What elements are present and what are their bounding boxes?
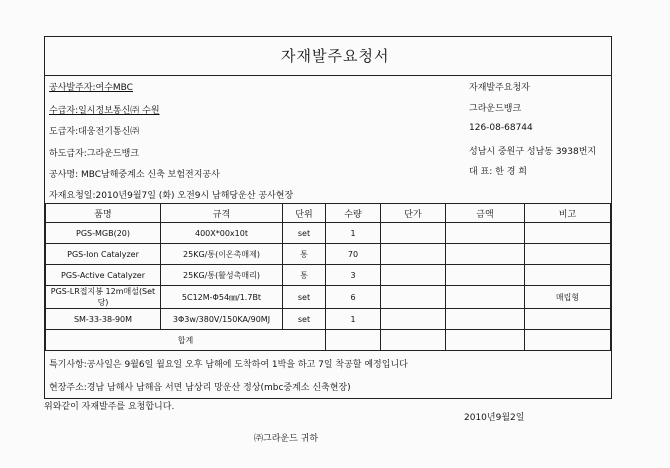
header-unit: 단위 (283, 204, 326, 223)
cell-unit: 통 (283, 244, 326, 265)
cell-unit-price (381, 223, 446, 244)
cell-unit: set (283, 223, 326, 244)
cell-spec: 25KG/통(활성촉매리) (161, 265, 283, 286)
cell-remarks: 매립형 (525, 286, 611, 309)
cell-unit-price (381, 309, 446, 330)
cell-unit: 통 (283, 265, 326, 286)
order-sheet (44, 36, 612, 399)
cell-spec: 5C12M-Φ54㎜/1.7Bt (161, 286, 283, 309)
closing-text: 위와같이 자재발주를 요청합니다. (44, 402, 175, 412)
document-date: 2010년9월2일 (464, 413, 525, 423)
contractor-line: 수급자:일시정보통신㈜ 수원 (49, 106, 160, 116)
representative: 대 표: 한 경 희 (469, 167, 527, 177)
header-spec: 규격 (161, 204, 283, 223)
business-number: 126-08-68744 (469, 123, 533, 133)
total-label: 합계 (46, 330, 326, 351)
cell-qty: 1 (326, 309, 381, 330)
materials-table (45, 203, 611, 351)
cell-spec: 25KG/통(이온촉매제) (161, 244, 283, 265)
cell-spec: 400X*00x10t (161, 223, 283, 244)
cell-qty: 3 (326, 265, 381, 286)
header-unit-price: 단가 (381, 204, 446, 223)
cell-item: PGS-MGB(20) (46, 223, 161, 244)
cell-amount (446, 265, 525, 286)
subcontractor-line: 하도급자:그라운드뱅크 (49, 149, 139, 159)
header-item: 품명 (46, 204, 161, 223)
cell-unit: set (283, 309, 326, 330)
company-address: 성남시 중원구 성남동 3938번지 (469, 147, 597, 157)
request-date-line: 자재요청일:2010년9월7일 (화) 오전9시 남해당운산 공사현장 (49, 191, 294, 201)
cell-unit-price (381, 265, 446, 286)
cell-remarks (525, 265, 611, 286)
cell-qty: 1 (326, 223, 381, 244)
cell-amount (446, 223, 525, 244)
company-name: 그라운드뱅크 (469, 104, 522, 114)
title-row (45, 37, 611, 76)
cell-amount (446, 286, 525, 309)
cell-amount (446, 244, 525, 265)
cell-item: PGS-Active Catalyzer (46, 265, 161, 286)
recipient: ㈜그라운드 귀하 (254, 434, 319, 444)
header-remarks: 비고 (525, 204, 611, 223)
client-line: 공사발주자:여수MBC (49, 83, 133, 93)
cell-unit-price (381, 244, 446, 265)
cell-qty: 6 (326, 286, 381, 309)
cell-remarks (525, 244, 611, 265)
document-title: 자재발주요청서 (281, 47, 390, 65)
table-row (46, 309, 611, 330)
header-qty: 수량 (326, 204, 381, 223)
cell-item: PGS-LR접지봉 12m매설(Set 당) (46, 286, 161, 309)
total-row (46, 330, 611, 351)
requester-label: 자재발주요청자 (469, 83, 530, 93)
cell-unit: set (283, 286, 326, 309)
site-address: 현장주소:경남 남해사 남해읍 서면 남상리 망운산 정상(mbc중계소 신축현장) (49, 383, 351, 393)
table-row (46, 244, 611, 265)
cell-remarks (525, 223, 611, 244)
cell-remarks (525, 309, 611, 330)
cell-amount (446, 309, 525, 330)
table-header-row (46, 204, 611, 223)
cell-item: PGS-Ion Catalyzer (46, 244, 161, 265)
table-row (46, 223, 611, 244)
header-amount: 금액 (446, 204, 525, 223)
table-row (46, 265, 611, 286)
project-line: 공사명: MBC남해중계소 신축 보험전지공사 (49, 170, 220, 180)
table-row (46, 286, 611, 309)
special-note: 특기사항:공사일은 9월6일 월요일 오후 남해에 도착하여 1박을 하고 7일 착공할 예정입니다 (49, 360, 408, 370)
cell-qty: 70 (326, 244, 381, 265)
cell-item: SM-33-38-90M (46, 309, 161, 330)
cell-unit-price (381, 286, 446, 309)
cell-spec: 3Φ3w/380V/150KA/90MJ (161, 309, 283, 330)
builder-line: 도급자:대웅전기통신㈜ (49, 127, 140, 137)
